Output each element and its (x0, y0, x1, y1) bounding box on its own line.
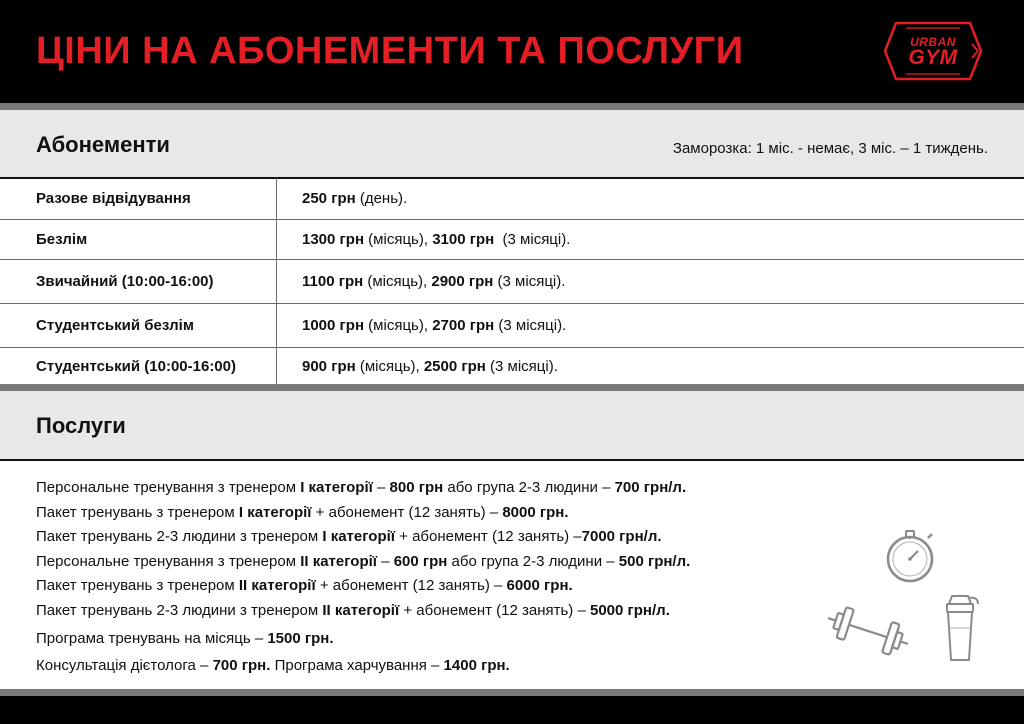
subscriptions-title: Абонементи (36, 132, 170, 157)
subscriptions-header (0, 110, 1024, 177)
service-line: Пакет тренувань 2-3 людини з тренером I категорії + абонемент (12 занять) –7000 грн/л. (36, 528, 662, 545)
page-title: ЦІНИ НА АБОНЕМЕНТИ ТА ПОСЛУГИ (36, 30, 744, 72)
service-line: Персональне тренування з тренером I категорії – 800 грн або група 2-3 людини – 700 грн/л. (36, 479, 687, 496)
subscription-name: Звичайний (10:00-16:00) (36, 273, 214, 290)
subscription-name: Безлім (36, 231, 88, 248)
service-line: Програма тренувань на місяць – 1500 грн. (36, 630, 334, 647)
logo-text-urban: URBAN (910, 35, 956, 49)
subscription-name: Студентський (10:00-16:00) (36, 358, 236, 375)
page-footer (0, 696, 1024, 724)
subscription-name: Студентський безлім (36, 317, 194, 334)
table-row (0, 178, 1024, 220)
service-line: Пакет тренувань 2-3 людини з тренером II категорії + абонемент (12 занять) – 5000 грн/л. (36, 601, 670, 619)
urban-gym-logo (882, 20, 984, 82)
subscription-price: 1300 грн (місяць), 3100 грн (3 місяці). (302, 231, 571, 248)
subscription-price: 1000 грн (місяць), 2700 грн (3 місяці). (302, 317, 567, 334)
divider-bar (0, 103, 1024, 110)
service-line: Пакет тренувань з тренером II категорії + абонемент (12 занять) – 6000 грн. (36, 577, 573, 594)
page-header (0, 0, 1024, 103)
services-list (36, 478, 856, 680)
table-row (0, 220, 1024, 260)
divider-bar (0, 384, 1024, 391)
freeze-note: Заморозка: 1 міс. - немає, 3 міс. – 1 тиждень. (672, 140, 988, 157)
service-line: Консультація дієтолога – 700 грн. Програма харчування – 1400 грн. (36, 656, 510, 674)
services-header (0, 391, 1024, 459)
stopwatch-icon (880, 525, 944, 585)
shaker-bottle-icon (938, 588, 986, 666)
services-title: Послуги (36, 413, 126, 438)
subscription-name: Разове відвідування (36, 190, 191, 207)
table-row (0, 348, 1024, 385)
table-row (0, 304, 1024, 348)
subscription-price: 250 грн (день). (302, 190, 408, 207)
services-top-border (0, 459, 1024, 461)
subscription-price: 900 грн (місяць), 2500 грн (3 місяці). (302, 358, 558, 375)
service-line: Персональне тренування з тренером II категорії – 600 грн або група 2-3 людини – 500 грн/л. (36, 552, 691, 570)
service-line: Пакет тренувань з тренером I категорії + абонемент (12 занять) – 8000 грн. (36, 503, 569, 521)
logo-text-gym: GYM (908, 46, 958, 69)
dumbbell-icon (822, 603, 914, 659)
divider-bar (0, 689, 1024, 696)
subscription-price: 1100 грн (місяць), 2900 грн (3 місяці). (302, 273, 566, 290)
table-row (0, 260, 1024, 304)
